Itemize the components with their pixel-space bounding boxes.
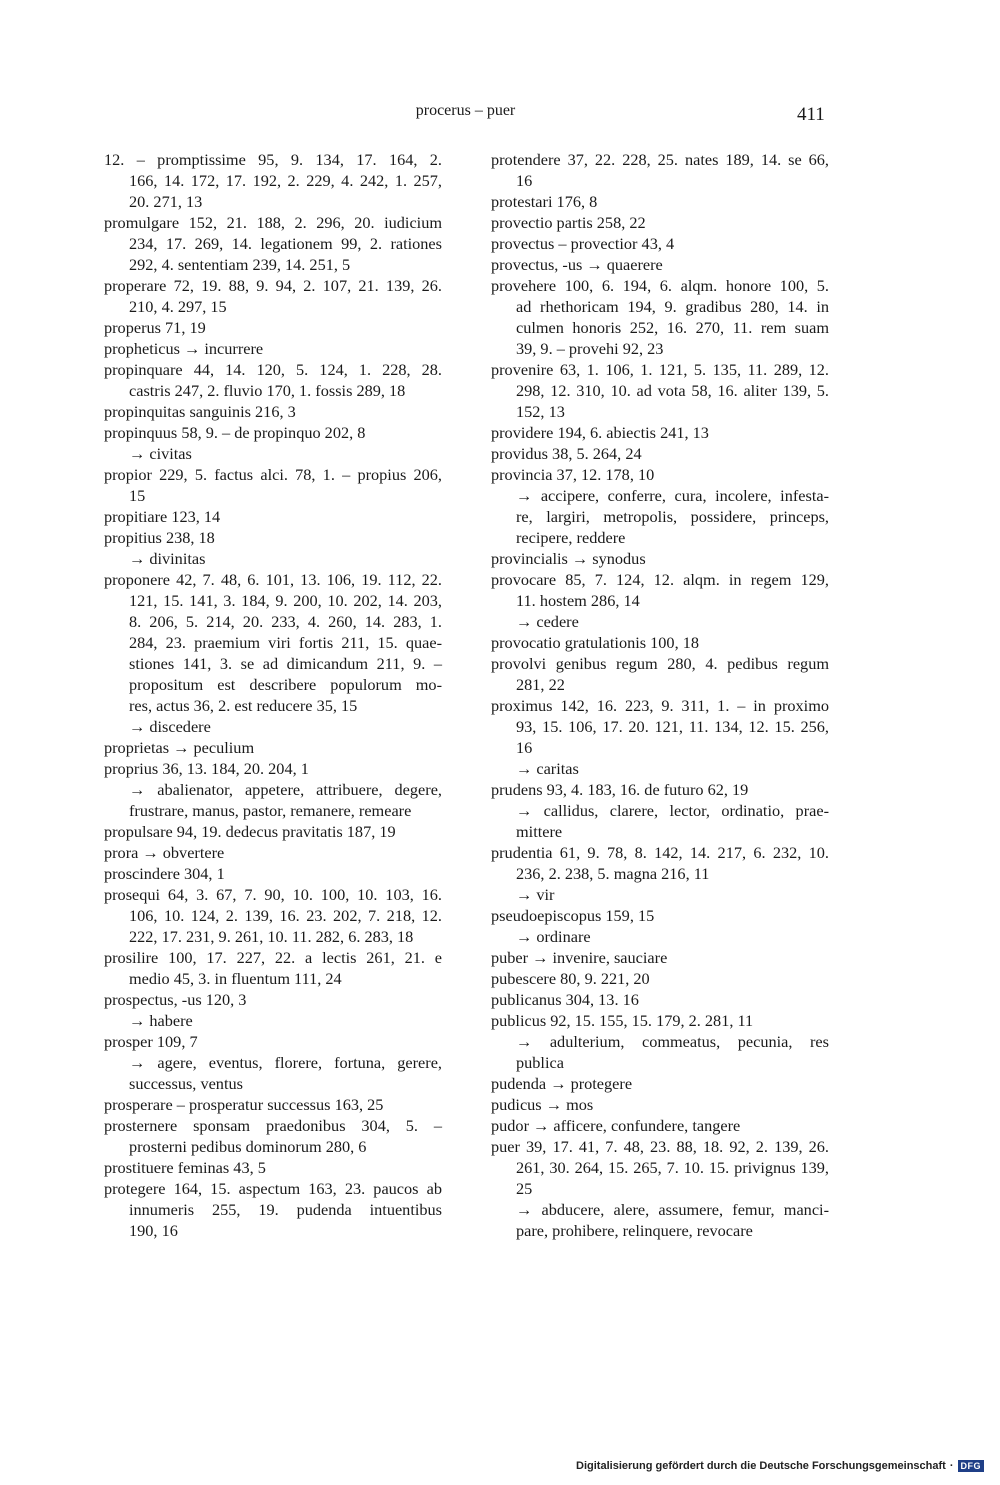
index-entry-continuation-line: recipere, reddere: [516, 528, 626, 547]
index-entry-continuation-line: → ordinare: [516, 927, 591, 946]
index-entry-headword-line: provincia 37, 12. 178, 10: [491, 465, 655, 484]
index-entry-continuation-line: → abalienator, appetere, attribuere, degere,: [129, 780, 442, 799]
index-entry-headword-line: protegere 164, 15. aspectum 163, 23. paucos ab: [104, 1179, 442, 1198]
index-entry-headword-line: propulsare 94, 19. dedecus pravitatis 187, 19: [104, 822, 396, 841]
index-entry-continuation-line: → discedere: [129, 717, 211, 736]
index-entry: [104, 464, 442, 506]
index-entry: [104, 506, 442, 527]
index-entry-headword-line: prora → obvertere: [104, 843, 225, 862]
index-entry-headword-line: prosperare – prosperatur successus 163, 25: [104, 1095, 384, 1114]
index-entry: [491, 275, 829, 359]
index-entry-headword-line: provocare 85, 7. 124, 12. alqm. in regem 129,: [491, 570, 829, 589]
index-entry: [491, 569, 829, 632]
index-entry-continuation-line: 93, 15. 106, 17. 20. 121, 11. 134, 12. 15. 256,: [516, 717, 829, 736]
index-entry-continuation-line: innumeris 255, 19. pudenda intuentibus: [129, 1200, 442, 1219]
index-entry-continuation-line: 234, 17. 269, 14. legationem 99, 2. rationes: [129, 234, 442, 253]
index-entry-headword-line: proponere 42, 7. 48, 6. 101, 13. 106, 19. 112, 22.: [104, 570, 442, 589]
running-title: procerus – puer: [415, 102, 516, 119]
index-entry-continuation-line: publica: [516, 1053, 564, 1072]
index-entry: [104, 1094, 442, 1115]
index-entry-continuation-line: 121, 15. 141, 3. 184, 9. 200, 10. 202, 14. 203,: [129, 591, 442, 610]
index-entry-continuation-line: 281, 22: [516, 675, 565, 694]
index-entry: [491, 695, 829, 779]
index-entry: [491, 653, 829, 695]
index-entry-headword-line: prospectus, -us 120, 3: [104, 990, 247, 1009]
index-entry-headword-line: puber → invenire, sauciare: [491, 948, 668, 967]
index-entry-headword-line: propitiare 123, 14: [104, 507, 221, 526]
index-entry-continuation-line: 166, 14. 172, 17. 192, 2. 229, 4. 242, 1. 257,: [129, 171, 442, 190]
index-entry-headword-line: provolvi genibus regum 280, 4. pedibus regum: [491, 654, 829, 673]
index-entry-continuation-line: prosterni pedibus dominorum 280, 6: [129, 1137, 367, 1156]
index-entry-continuation-line: 15: [129, 486, 146, 505]
index-entry-continuation-line: 222, 17. 231, 9. 261, 10. 11. 282, 6. 283, 18: [129, 927, 414, 946]
index-entry: [491, 968, 829, 989]
index-entry-headword-line: provectus – provectior 43, 4: [491, 234, 675, 253]
index-entry: [491, 842, 829, 905]
index-entry: [104, 1157, 442, 1178]
index-entry-headword-line: provocatio gratulationis 100, 18: [491, 633, 699, 652]
index-entry-continuation-line: 11. hostem 286, 14: [516, 591, 640, 610]
index-entry: [104, 1178, 442, 1241]
index-entry: [104, 884, 442, 947]
index-entry-headword-line: providere 194, 6. abiectis 241, 13: [491, 423, 709, 442]
footer-credit: [576, 1460, 984, 1472]
index-column-right: [491, 149, 829, 1241]
index-entry-continuation-line: 8. 206, 5. 214, 20. 233, 4. 260, 14. 283, 1.: [129, 612, 442, 631]
index-entry-headword-line: proximus 142, 16. 223, 9. 311, 1. – in proximo: [491, 696, 829, 715]
index-entry: [104, 422, 442, 464]
index-entry-headword-line: proscindere 304, 1: [104, 864, 225, 883]
index-entry-continuation-line: → adulterium, commeatus, pecunia, res: [516, 1032, 829, 1051]
index-entry: [491, 1010, 829, 1073]
index-entry-headword-line: protestari 176, 8: [491, 192, 598, 211]
index-entry-continuation-line: → callidus, clarere, lector, ordinatio, prae-: [516, 801, 829, 820]
index-entry: [491, 1136, 829, 1241]
index-entry-continuation-line: stiones 141, 3. se ad dimicandum 211, 9. –: [129, 654, 442, 673]
index-entry-headword-line: 12. – promptissime 95, 9. 134, 17. 164, 2.: [104, 150, 442, 169]
index-entry: [104, 842, 442, 863]
index-entry-headword-line: providus 38, 5. 264, 24: [491, 444, 642, 463]
index-entry: [104, 527, 442, 569]
index-entry: [104, 338, 442, 359]
index-entry-continuation-line: 284, 23. praemium viri fortis 211, 15. quae-: [129, 633, 442, 652]
index-entry-continuation-line: 106, 10. 124, 2. 139, 16. 23. 202, 7. 218, 12.: [129, 906, 442, 925]
index-entry: [491, 632, 829, 653]
index-entry-continuation-line: 210, 4. 297, 15: [129, 297, 227, 316]
index-entry-headword-line: propheticus → incurrere: [104, 339, 264, 358]
index-entry-headword-line: pseudoepiscopus 159, 15: [491, 906, 655, 925]
index-entry-continuation-line: 16: [516, 738, 533, 757]
index-entry-continuation-line: pare, prohibere, relinquere, revocare: [516, 1221, 753, 1240]
index-entry: [491, 1073, 829, 1094]
index-entry: [104, 569, 442, 737]
index-entry-headword-line: propinquitas sanguinis 216, 3: [104, 402, 296, 421]
index-entry: [104, 947, 442, 989]
index-entry-headword-line: protendere 37, 22. 228, 25. nates 189, 14. se 66,: [491, 150, 829, 169]
index-entry-continuation-line: 25: [516, 1179, 533, 1198]
index-entry-continuation-line: → civitas: [129, 444, 192, 463]
index-entry: [104, 863, 442, 884]
index-entry-continuation-line: 298, 12. 310, 10. ad vota 58, 16. aliter 139, 5.: [516, 381, 829, 400]
index-entry: [491, 233, 829, 254]
index-entry-headword-line: proprietas → peculium: [104, 738, 255, 757]
index-entry-continuation-line: medio 45, 3. in fluentum 111, 24: [129, 969, 342, 988]
index-entry: [491, 254, 829, 275]
index-entry: [491, 779, 829, 842]
index-entry: [491, 1094, 829, 1115]
index-entry-continuation-line: → abducere, alere, assumere, femur, manci-: [516, 1200, 829, 1219]
index-entry-headword-line: provehere 100, 6. 194, 6. alqm. honore 100, 5.: [491, 276, 829, 295]
index-entry-headword-line: propitius 238, 18: [104, 528, 215, 547]
index-column-left: [104, 149, 442, 1241]
dfg-logo: DFG: [958, 1460, 985, 1472]
index-entry-headword-line: proprius 36, 13. 184, 20. 204, 1: [104, 759, 309, 778]
index-entry-continuation-line: 190, 16: [129, 1221, 178, 1240]
index-entry-continuation-line: → habere: [129, 1011, 193, 1030]
index-entry-continuation-line: 20. 271, 13: [129, 192, 203, 211]
index-entry: [104, 317, 442, 338]
index-entry-headword-line: provectus, -us → quaerere: [491, 255, 663, 274]
index-entry-continuation-line: → vir: [516, 885, 555, 904]
index-entry-continuation-line: → accipere, conferre, cura, incolere, infesta-: [516, 486, 829, 505]
index-entry-headword-line: publicanus 304, 13. 16: [491, 990, 639, 1009]
index-entry-headword-line: propior 229, 5. factus alci. 78, 1. – propius 206,: [104, 465, 442, 484]
index-entry-headword-line: propinquare 44, 14. 120, 5. 124, 1. 228, 28.: [104, 360, 442, 379]
index-entry-continuation-line: 261, 30. 264, 15. 265, 7. 10. 15. privignus 139,: [516, 1158, 829, 1177]
index-entry-headword-line: promulgare 152, 21. 188, 2. 296, 20. iudicium: [104, 213, 442, 232]
index-entry-continuation-line: castris 247, 2. fluvio 170, 1. fossis 289, 18: [129, 381, 406, 400]
index-entry-headword-line: pubescere 80, 9. 221, 20: [491, 969, 650, 988]
index-entry: [491, 212, 829, 233]
index-entry: [491, 1115, 829, 1136]
index-entry: [491, 443, 829, 464]
index-entry-headword-line: pudicus → mos: [491, 1095, 594, 1114]
footer-separator: ·: [949, 1460, 954, 1472]
index-entry-headword-line: prostituere feminas 43, 5: [104, 1158, 266, 1177]
index-entry: [104, 737, 442, 758]
index-entry: [104, 275, 442, 317]
index-entry-continuation-line: 39, 9. – provehi 92, 23: [516, 339, 664, 358]
index-entry-continuation-line: → divinitas: [129, 549, 206, 568]
index-entry: [104, 989, 442, 1031]
index-entry-headword-line: publicus 92, 15. 155, 15. 179, 2. 281, 11: [491, 1011, 754, 1030]
index-entry-continuation-line: → caritas: [516, 759, 579, 778]
index-entry: [104, 149, 442, 212]
index-entry-headword-line: properus 71, 19: [104, 318, 206, 337]
index-entry: [491, 191, 829, 212]
index-entry-continuation-line: frustrare, manus, pastor, remanere, remeare: [129, 801, 412, 820]
index-entry-continuation-line: → cedere: [516, 612, 579, 631]
index-entry-continuation-line: successus, ventus: [129, 1074, 243, 1093]
index-entry-continuation-line: re, largiri, metropolis, possidere, princeps,: [516, 507, 829, 526]
index-entry-headword-line: pudenda → protegere: [491, 1074, 633, 1093]
page-number: 411: [797, 104, 825, 125]
index-entry-continuation-line: res, actus 36, 2. est reducere 35, 15: [129, 696, 358, 715]
index-entry-continuation-line: 292, 4. sententiam 239, 14. 251, 5: [129, 255, 351, 274]
index-entry: [491, 359, 829, 422]
index-entry: [491, 989, 829, 1010]
index-entry-headword-line: prudens 93, 4. 183, 16. de futuro 62, 19: [491, 780, 749, 799]
index-entry-headword-line: provincialis → synodus: [491, 549, 646, 568]
index-entry-continuation-line: mittere: [516, 822, 563, 841]
index-entry-continuation-line: ad rhethoricam 194, 9. gradibus 280, 14. in: [516, 297, 829, 316]
index-entry-headword-line: propinquus 58, 9. – de propinquo 202, 8: [104, 423, 366, 442]
index-entry-continuation-line: → agere, eventus, florere, fortuna, gerere,: [129, 1053, 442, 1072]
index-entry-headword-line: prosternere sponsam praedonibus 304, 5. –: [104, 1116, 442, 1135]
index-entry-headword-line: prosper 109, 7: [104, 1032, 198, 1051]
index-entry-continuation-line: 16: [516, 171, 533, 190]
index-entry: [104, 359, 442, 401]
index-entry-continuation-line: 236, 2. 238, 5. magna 216, 11: [516, 864, 710, 883]
index-entry-continuation-line: culmen honoris 252, 16. 270, 11. rem suam: [516, 318, 829, 337]
index-entry-continuation-line: 152, 13: [516, 402, 565, 421]
index-entry-headword-line: puer 39, 17. 41, 7. 48, 23. 88, 18. 92, 2. 139, 26.: [491, 1137, 829, 1156]
index-entry: [104, 1115, 442, 1157]
index-entry-headword-line: provenire 63, 1. 106, 1. 121, 5. 135, 11. 289, 12.: [491, 360, 829, 379]
index-entry: [104, 821, 442, 842]
index-entry: [491, 464, 829, 548]
index-entry: [491, 149, 829, 191]
index-entry: [104, 1031, 442, 1094]
index-entry: [491, 422, 829, 443]
index-entry-headword-line: provectio partis 258, 22: [491, 213, 646, 232]
index-entry: [104, 212, 442, 275]
footer-credit-text: Digitalisierung gefördert durch die Deutsche Forschungsgemeinschaft: [576, 1460, 946, 1472]
index-entry: [491, 905, 829, 947]
index-entry-headword-line: prudentia 61, 9. 78, 8. 142, 14. 217, 6. 232, 10.: [491, 843, 829, 862]
index-entry: [104, 401, 442, 422]
index-entry-headword-line: prosilire 100, 17. 227, 22. a lectis 261, 21. e: [104, 948, 442, 967]
index-entry: [491, 548, 829, 569]
index-entry: [104, 758, 442, 821]
index-entry-headword-line: properare 72, 19. 88, 9. 94, 2. 107, 21. 139, 26.: [104, 276, 442, 295]
index-entry-continuation-line: propositum est describere populorum mo-: [129, 675, 442, 694]
index-entry-headword-line: prosequi 64, 3. 67, 7. 90, 10. 100, 10. 103, 16.: [104, 885, 442, 904]
index-entry: [491, 947, 829, 968]
index-entry-headword-line: pudor → afficere, confundere, tangere: [491, 1116, 741, 1135]
